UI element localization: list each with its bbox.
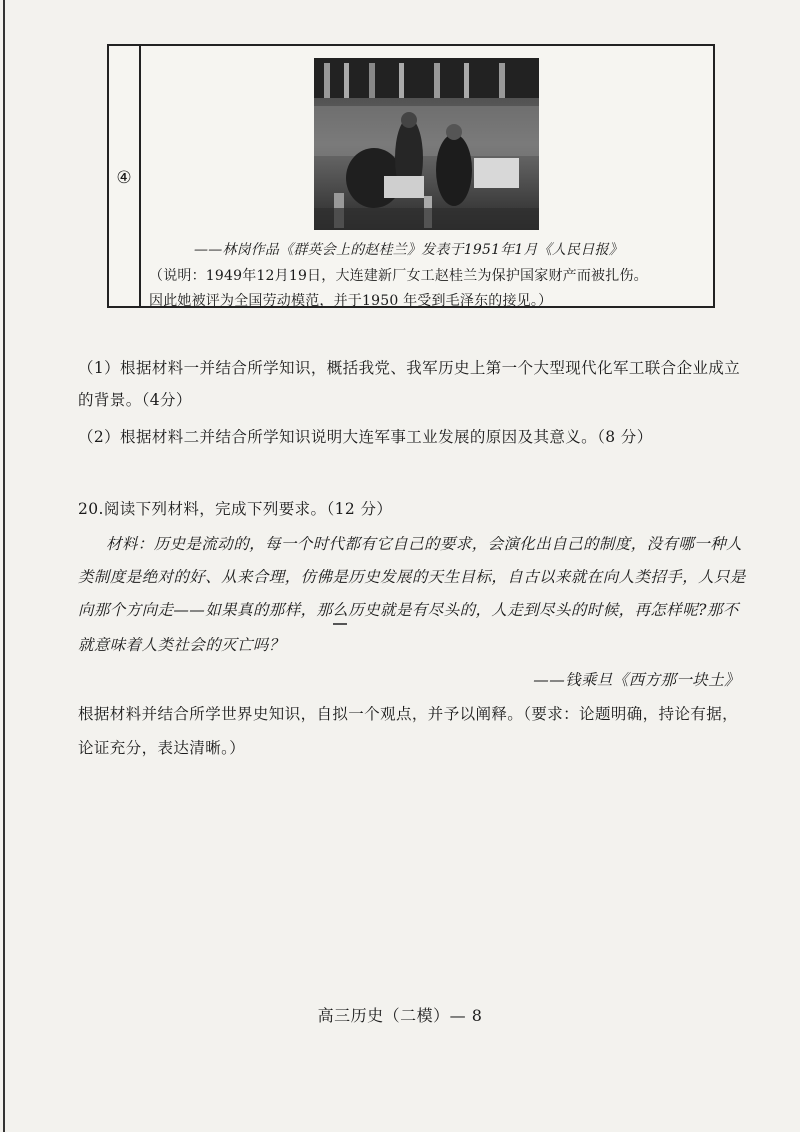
row-number: ④ [116,168,132,188]
requirement-line-2: 论证充分，表达清晰。） [78,739,246,757]
stray-mark [333,623,347,625]
photo-caption-source: ——林岗作品《群英会上的赵桂兰》发表于1951年1月《人民日报》 [194,242,623,258]
requirement-line-1: 根据材料并结合所学世界史知识，自拟一个观点，并予以阐释。（要求：论题明确，持论有据， [78,705,739,723]
page-edge-line [3,0,5,1132]
material-line-2: 类制度是绝对的好、从来合理，仿佛是历史发展的天生目标，自古以来就在向人类招手，人只是 [78,568,746,586]
question-1-line-1: （1）根据材料一并结合所学知识，概括我党、我军历史上第一个大型现代化军工联合企业成立 [78,359,741,377]
question-1-line-2: 的背景。（4分） [78,391,192,409]
table-divider [139,46,141,306]
photo-note-line-1: （说明：1949年12月19日，大连建新厂女工赵桂兰为保护国家财产而被扎伤。 [149,268,648,284]
question-2: （2）根据材料二并结合所学知识说明大连军事工业发展的原因及其意义。（8 分） [78,428,653,446]
photo-note-line-2: 因此她被评为全国劳动模范，并于1950 年受到毛泽东的接见。） [149,293,553,309]
material-source: ——钱乘旦《西方那一块土》 [533,671,740,689]
material-line-4: 就意味着人类社会的灭亡吗？ [78,636,285,654]
historical-photo [314,58,539,230]
material-table [107,44,715,308]
material-line-1: 材料：历史是流动的，每一个时代都有它自己的要求，会演化出自己的制度，没有哪一种人 [106,535,743,553]
material-line-3: 向那个方向走——如果真的那样，那么历史就是有尽头的，人走到尽头的时候，再怎样呢?那不 [78,601,739,619]
photo-illustration [314,58,539,230]
question-20-heading: 20.阅读下列材料，完成下列要求。（12 分） [78,500,393,518]
page-footer: 高三历史（二模）— 8 [317,1006,483,1025]
